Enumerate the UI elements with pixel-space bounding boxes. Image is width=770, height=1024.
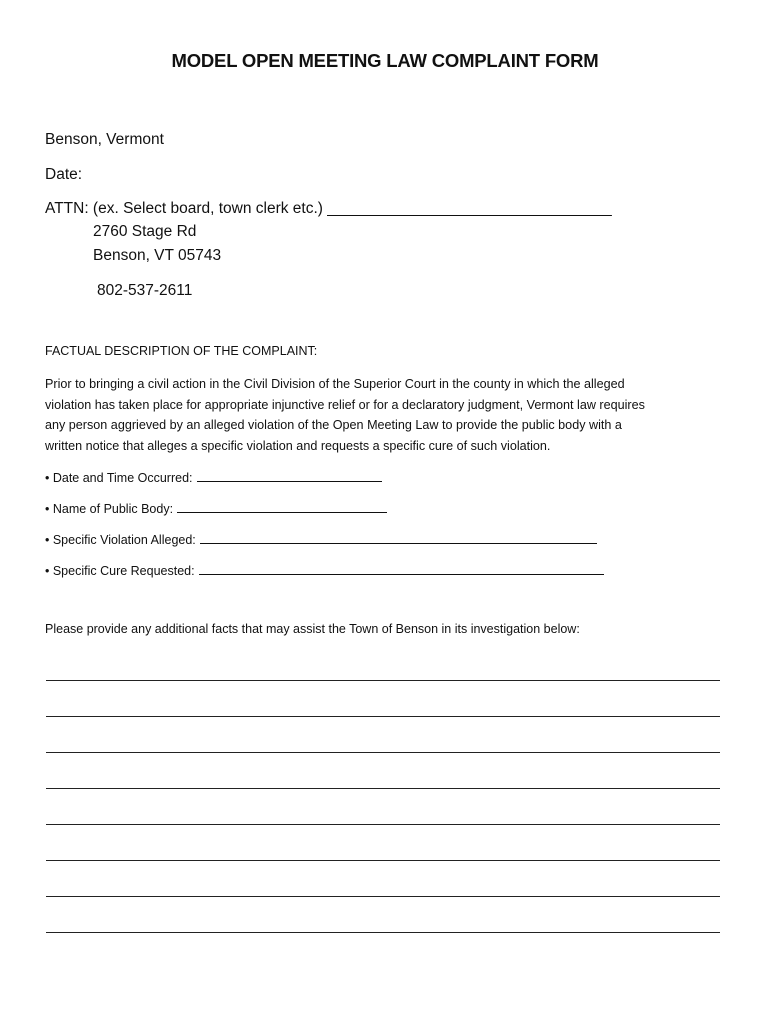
- answer-line[interactable]: [46, 896, 720, 897]
- location-text: Benson, Vermont: [45, 131, 164, 148]
- form-title: MODEL OPEN MEETING LAW COMPLAINT FORM: [171, 50, 599, 71]
- answer-line[interactable]: [46, 860, 720, 861]
- cure-field: [45, 560, 604, 578]
- factual-heading: FACTUAL DESCRIPTION OF THE COMPLAINT:: [45, 344, 318, 358]
- instructions-paragraph: [45, 374, 735, 456]
- violation-input[interactable]: [200, 529, 597, 544]
- violation-label: • Specific Violation Alleged:: [45, 533, 196, 547]
- violation-field: [45, 529, 597, 547]
- cure-input[interactable]: [199, 560, 604, 575]
- paragraph-line: Prior to bringing a civil action in the Civil Division of the Superior Court in the county in which the alleged: [45, 377, 625, 391]
- additional-facts-prompt: Please provide any additional facts that may assist the Town of Benson in its investigation below:: [45, 622, 580, 636]
- paragraph-line: violation has taken place for appropriate injunctive relief or for a declaratory judgment, Vermont law requires: [45, 397, 645, 412]
- date-time-field: [45, 467, 382, 485]
- paragraph-line: written notice that alleges a specific violation and requests a specific cure of such violation.: [45, 438, 551, 453]
- public-body-input[interactable]: [177, 498, 387, 513]
- answer-line[interactable]: [46, 680, 720, 681]
- paragraph-line: any person aggrieved by an alleged violation of the Open Meeting Law to provide the public body with a: [45, 418, 622, 433]
- answer-line[interactable]: [46, 824, 720, 825]
- attn-line: [45, 200, 612, 218]
- answer-line[interactable]: [46, 716, 720, 717]
- phone-number: 802-537-2611: [97, 282, 193, 299]
- public-body-field: [45, 498, 387, 516]
- date-time-label: • Date and Time Occurred:: [45, 471, 193, 485]
- attn-label: ATTN: (ex. Select board, town clerk etc.): [45, 200, 323, 217]
- cure-label: • Specific Cure Requested:: [45, 564, 195, 578]
- public-body-label: • Name of Public Body:: [45, 502, 174, 516]
- answer-line[interactable]: [46, 788, 720, 789]
- attn-blank-field[interactable]: _________________________________: [327, 200, 612, 217]
- answer-line[interactable]: [46, 932, 720, 933]
- date-label: Date:: [45, 166, 83, 183]
- address-line-1: 2760 Stage Rd: [93, 223, 197, 240]
- address-line-2: Benson, VT 05743: [93, 247, 222, 264]
- date-time-input[interactable]: [197, 467, 382, 482]
- answer-line[interactable]: [46, 752, 720, 753]
